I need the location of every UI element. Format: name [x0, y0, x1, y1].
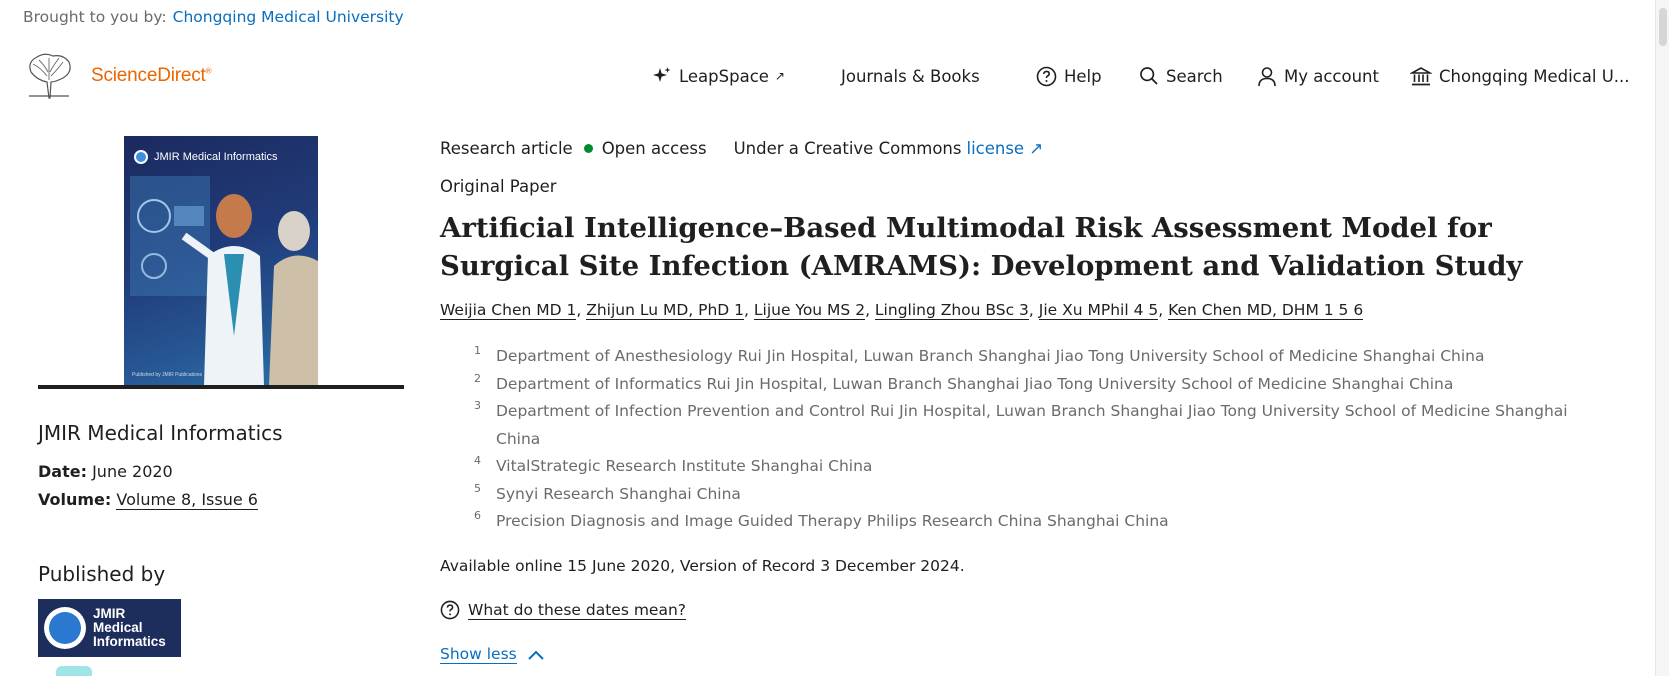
affiliation-text: Department of Infection Prevention and Control Rui Jin Hospital, Luwan Branch Shanghai Jiao Tong University School of Medicine Shanghai China [496, 402, 1568, 448]
author-link[interactable]: Lingling Zhou BSc 3 [874, 301, 1029, 319]
affiliation-text: Department of Anesthesiology Rui Jin Hospital, Luwan Branch Shanghai Jiao Tong University School of Medicine Shanghai China [496, 347, 1485, 365]
affiliation-text: Department of Informatics Rui Jin Hospital, Luwan Branch Shanghai Jiao Tong University School of Medicine Shanghai China [496, 374, 1454, 393]
affiliation-list [474, 343, 1574, 536]
nav-journals-books[interactable] [841, 63, 980, 89]
brand-name [91, 65, 211, 87]
nav-my-account[interactable] [1257, 63, 1379, 89]
dates-question-label: What do these dates mean? [468, 600, 687, 619]
date-row [38, 462, 173, 481]
volume-label: Volume: [38, 490, 112, 509]
nav-journals-label: Journals & Books [841, 66, 980, 86]
search-icon [1139, 66, 1159, 86]
author-link[interactable]: Jie Xu MPhil 4 5 [1038, 301, 1159, 319]
affiliation-item [474, 481, 1574, 509]
brought-label: Brought to you by: [23, 8, 167, 26]
feedback-tab[interactable] [56, 666, 92, 676]
nav-search[interactable] [1139, 63, 1223, 89]
sciencedirect-logo[interactable] [23, 52, 211, 99]
article-type-badge: Research article [440, 139, 573, 158]
license-link[interactable] [966, 139, 1043, 158]
show-less-label: Show less [440, 645, 517, 663]
article-badges [440, 139, 1043, 158]
cc-text: Under a Creative Commons [733, 139, 962, 158]
availability-text: Available online 15 June 2020, Version of Record 3 December 2024. [440, 557, 965, 575]
date-value: June 2020 [92, 462, 173, 481]
scrollbar-thumb[interactable] [1659, 8, 1667, 46]
dates-info-link[interactable] [440, 600, 686, 620]
show-less-button[interactable] [440, 645, 545, 664]
affiliation-number: 2 [474, 371, 481, 385]
publisher-logo-line: JMIR [93, 606, 126, 621]
author-list: Weijia Chen MD 1, Zhijun Lu MD, PhD 1, Lijue You MS 2, Lingling Zhou BSc 3, Jie Xu MPhil 4 5, Ken Chen MD, DHM 1 5 6 [440, 301, 1364, 319]
author-link[interactable]: Ken Chen MD, DHM 1 5 6 [1168, 301, 1364, 319]
nav-institution-label: Chongqing Medical U... [1439, 66, 1630, 86]
affiliation-item [474, 398, 1574, 453]
institution-icon [1410, 66, 1432, 87]
author-link[interactable]: Zhijun Lu MD, PhD 1 [586, 301, 745, 319]
publisher-logo-line: Medical [93, 620, 143, 635]
affiliation-number: 4 [474, 454, 481, 467]
published-by-heading: Published by [38, 562, 166, 586]
affiliation-number: 3 [474, 399, 481, 412]
publisher-mark-icon [44, 607, 86, 649]
author-link[interactable]: Lijue You MS 2 [753, 301, 866, 319]
license-label: license [966, 139, 1025, 158]
affiliation-item [474, 508, 1574, 536]
article-title: Artificial Intelligence–Based Multimodal Risk Assessment Model for Surgical Site Infection (AMRAMS): Development and Validation Study [440, 212, 1523, 282]
nav-leapspace[interactable] [652, 63, 785, 89]
external-link-icon: ↗ [1029, 139, 1044, 158]
elsevier-tree-icon [23, 52, 75, 99]
journal-name[interactable]: JMIR Medical Informatics [38, 421, 283, 445]
cover-footer: Published by JMIR Publications [132, 372, 203, 378]
affiliation-text: Synyi Research Shanghai China [496, 484, 741, 503]
help-icon [440, 600, 460, 620]
page-scrollbar[interactable] [1655, 0, 1669, 676]
journal-cover[interactable] [124, 136, 318, 386]
affiliation-text: VitalStrategic Research Institute Shanghai China [496, 457, 873, 475]
affiliation-number: 5 [474, 481, 481, 495]
nav-institution[interactable] [1410, 63, 1630, 89]
sparkle-icon [652, 66, 672, 86]
help-icon [1036, 66, 1057, 87]
date-label: Date: [38, 462, 87, 481]
cover-illustration [124, 136, 318, 386]
chevron-up-icon [527, 649, 545, 661]
volume-row [38, 490, 258, 509]
volume-link[interactable]: Volume 8, Issue 6 [116, 490, 258, 509]
affiliation-number: 1 [474, 344, 481, 357]
publisher-logo[interactable] [38, 599, 181, 657]
nav-help[interactable] [1036, 63, 1102, 89]
article-section: Original Paper [440, 177, 557, 196]
publisher-logo-text [93, 607, 166, 649]
affiliation-number: 6 [474, 509, 481, 522]
open-access-dot-icon [584, 144, 593, 153]
affiliation-item [474, 371, 1574, 399]
cover-divider [38, 385, 404, 389]
brought-to-you-by [23, 8, 404, 26]
cover-title-text: JMIR Medical Informatics [154, 151, 278, 163]
nav-leapspace-label: LeapSpace [679, 66, 769, 86]
author-link[interactable]: Weijia Chen MD 1 [440, 301, 577, 319]
nav-help-label: Help [1064, 66, 1102, 86]
nav-account-label: My account [1284, 66, 1379, 86]
affiliation-text: Precision Diagnosis and Image Guided Therapy Philips Research China Shanghai China [496, 512, 1169, 530]
institution-link[interactable]: Chongqing Medical University [172, 8, 404, 26]
publisher-logo-line: Informatics [93, 634, 166, 649]
brand-mark: ® [205, 66, 212, 76]
user-icon [1257, 66, 1277, 87]
affiliation-item [474, 343, 1574, 371]
affiliation-item [474, 453, 1574, 481]
nav-search-label: Search [1166, 66, 1223, 86]
open-access-label: Open access [601, 139, 707, 158]
external-link-icon: ↗ [774, 69, 785, 83]
brand-text: ScienceDirect [91, 64, 206, 86]
